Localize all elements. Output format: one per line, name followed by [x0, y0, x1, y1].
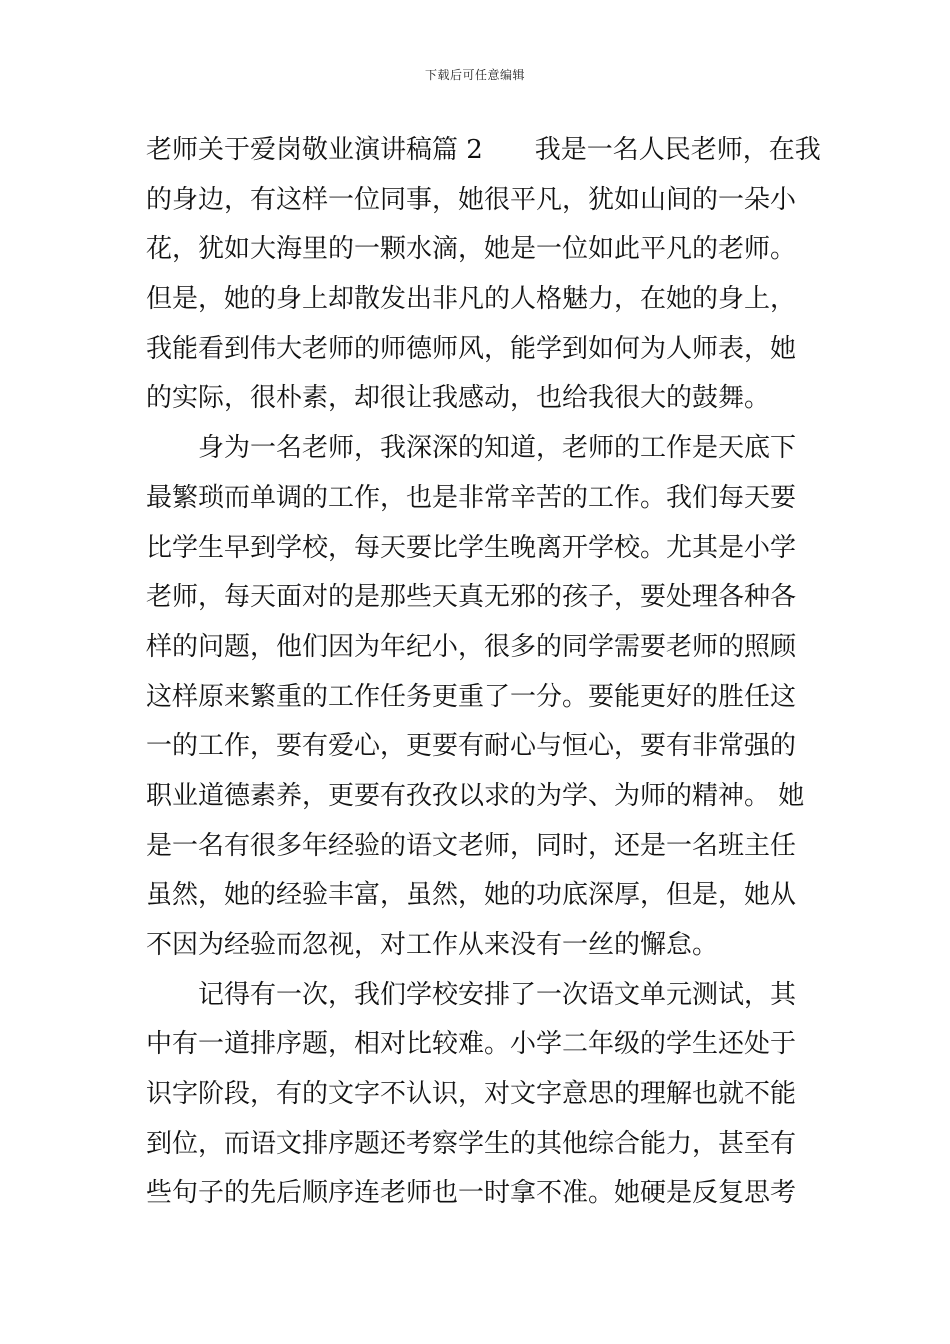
text-line: 花，犹如大海里的一颗水滴，她是一位如此平凡的老师。 [146, 234, 797, 265]
text-line: 样的问题，他们因为年纪小，很多的同学需要老师的照顾 [146, 631, 797, 662]
text-line: 这样原来繁重的工作任务更重了一分。要能更好的胜任这 [146, 681, 797, 712]
text-line: 的实际，很朴素，却很让我感动，也给我很大的鼓舞。 [146, 383, 771, 414]
text-line: 虽然，她的经验丰富，虽然，她的功底深厚，但是，她从 [146, 880, 797, 911]
text-line: 是一名有很多年经验的语文老师，同时，还是一名班主任 [146, 830, 797, 861]
document-body [146, 126, 821, 1219]
text-line: 比学生早到学校，每天要比学生晚离开学校。尤其是小学 [146, 532, 797, 563]
text-line: 老师，每天面对的是那些天真无邪的孩子，要处理各种各 [146, 582, 797, 613]
text-line: 但是，她的身上却散发出非凡的人格魅力，在她的身上， [146, 284, 797, 315]
text-line: 老师关于爱岗敬业演讲稿篇 2 我是一名人民老师，在我 [146, 135, 821, 165]
text-line: 识字阶段，有的文字不认识，对文字意思的理解也就不能 [146, 1079, 797, 1110]
text-line: 最繁琐而单调的工作，也是非常辛苦的工作。我们每天要 [146, 482, 797, 513]
text-line: 我能看到伟大老师的师德师风，能学到如何为人师表，她 [146, 333, 797, 364]
page-header-note: 下载后可任意编辑 [424, 68, 525, 82]
text-line: 中有一道排序题，相对比较难。小学二年级的学生还处于 [146, 1029, 797, 1060]
text-line: 到位，而语文排序题还考察学生的其他综合能力，甚至有 [146, 1128, 797, 1159]
text-line: 不因为经验而忽视，对工作从来没有一丝的懈怠。 [146, 930, 719, 960]
text-line: 一的工作，要有爱心，更要有耐心与恒心，要有非常强的 [146, 731, 797, 762]
paragraph-start-line: 记得有一次，我们学校安排了一次语文单元测试，其 [198, 979, 797, 1010]
text-line: 些句子的先后顺序连老师也一时拿不准。她硬是反复思考 [146, 1178, 797, 1209]
text-line: 的身边，有这样一位同事，她很平凡，犹如山间的一朵小 [146, 184, 797, 215]
paragraph-start-line: 身为一名老师，我深深的知道，老师的工作是天底下 [198, 433, 797, 464]
text-line: 职业道德素养，更要有孜孜以求的为学、为师的精神。 她 [146, 780, 805, 811]
